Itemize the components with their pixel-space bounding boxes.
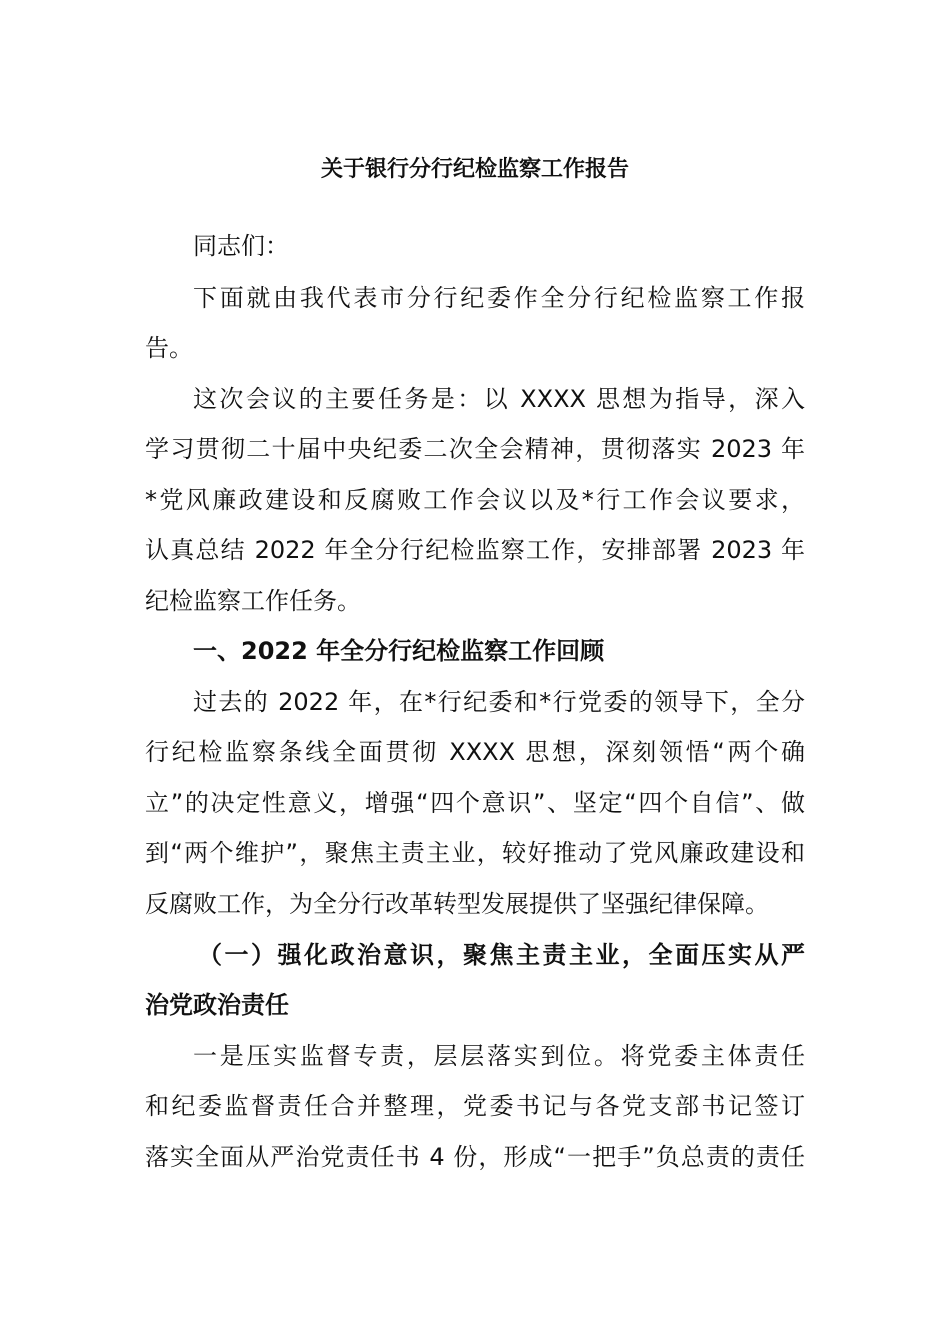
task-line-3: *党风廉政建设和反腐败工作会议以及*行工作会议要求， bbox=[145, 486, 805, 514]
review-line-2: 行纪检监察条线全面贯彻 XXXX 思想，深刻领悟“两个确 bbox=[145, 738, 805, 766]
document-title: 关于银行分行纪检监察工作报告 bbox=[320, 157, 629, 182]
salutation: 同志们： bbox=[193, 232, 289, 260]
item-line-1: 一是压实监督专责，层层落实到位。将党委主体责任 bbox=[193, 1042, 805, 1070]
subheading-line-2: 治党政治责任 bbox=[145, 991, 289, 1019]
review-line-4: 到“两个维护”，聚焦主责主业，较好推动了党风廉政建设和 bbox=[145, 839, 805, 867]
item-line-3: 落实全面从严治党责任书 4 份，形成“一把手”负总责的责任 bbox=[145, 1143, 805, 1171]
task-line-4: 认真总结 2022 年全分行纪检监察工作，安排部署 2023 年 bbox=[145, 536, 805, 564]
task-line-1: 这次会议的主要任务是：以 XXXX 思想为指导，深入 bbox=[193, 385, 805, 413]
item-line-2: 和纪委监督责任合并整理，党委书记与各党支部书记签订 bbox=[145, 1092, 805, 1120]
review-line-3: 立”的决定性意义，增强“四个意识”、坚定“四个自信”、做 bbox=[145, 789, 805, 817]
subheading-line-1: （一）强化政治意识，聚焦主责主业，全面压实从严 bbox=[198, 941, 805, 969]
task-line-2: 学习贯彻二十届中央纪委二次全会精神，贯彻落实 2023 年 bbox=[145, 435, 805, 463]
intro-line-2: 告。 bbox=[145, 334, 193, 362]
review-line-1: 过去的 2022 年，在*行纪委和*行党委的领导下，全分 bbox=[193, 688, 805, 716]
section-heading: 一、2022 年全分行纪检监察工作回顾 bbox=[193, 637, 605, 665]
review-line-5: 反腐败工作，为全分行改革转型发展提供了坚强纪律保障。 bbox=[145, 890, 769, 918]
task-line-5: 纪检监察工作任务。 bbox=[145, 587, 361, 615]
intro-line-1: 下面就由我代表市分行纪委作全分行纪检监察工作报 bbox=[193, 284, 805, 312]
